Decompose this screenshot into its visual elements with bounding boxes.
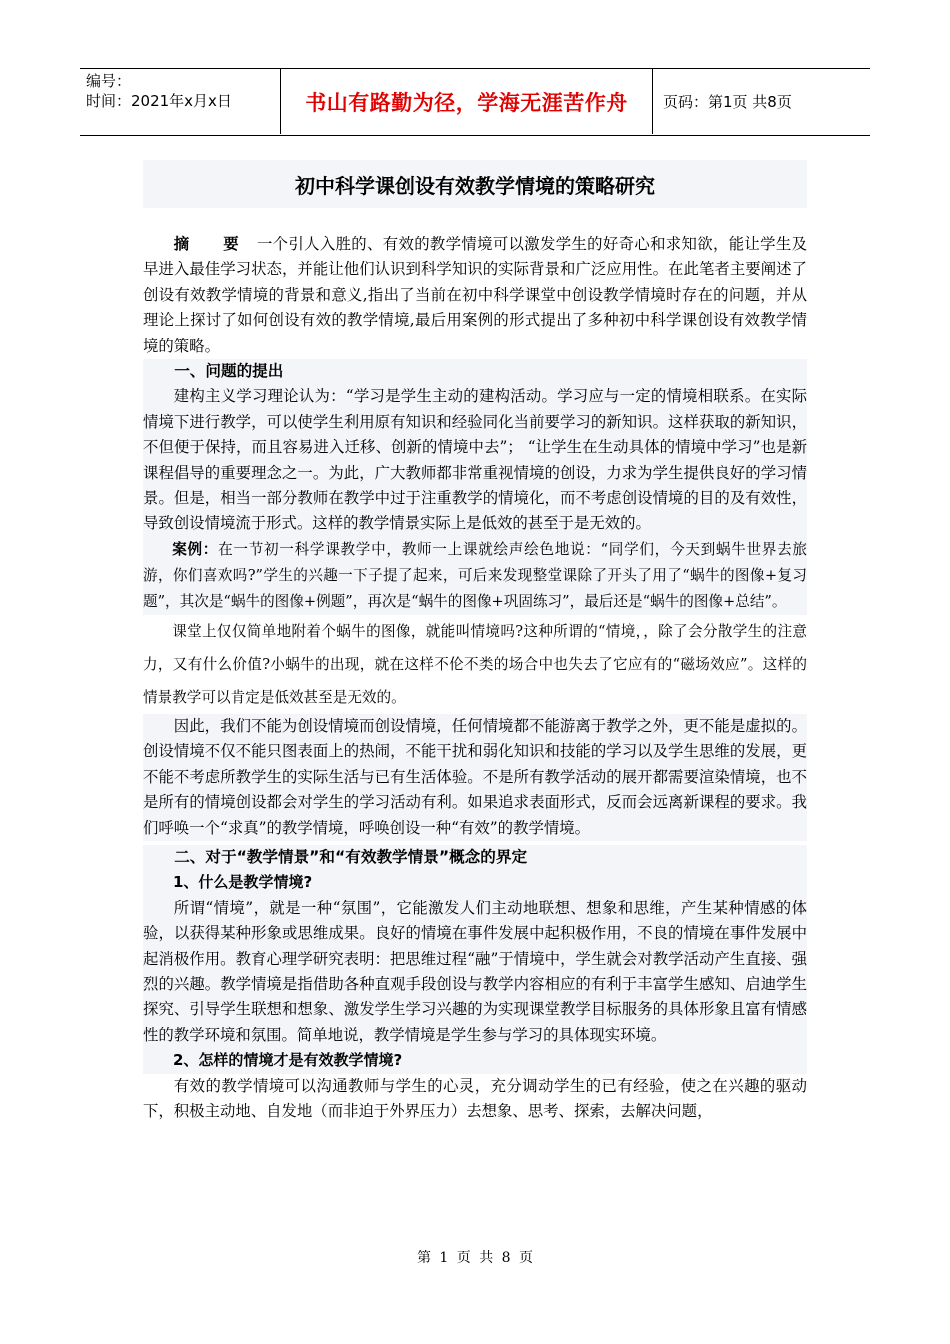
section2-paragraph-1: 所谓“情境”，就是一种“氛围”，它能激发人们主动地联想、想象和思维，产生某种情感的体验，以获得某种形象或思维成果。良好的情境在事件发展中起积极作用，不良的情境在事件发展中起消极作用。教育心理学研究表明：把思维过程“融”于情境中，学生就会对教学活动产生直接、强烈的兴趣。教学情境是指借助各种直观手段创设与教学内容相应的有利于丰富学生感知、启迪学生探究、引导学生联想和想象、激发学生学习兴趣的为实现课堂教学目标服务的具体形象且富有情感性的教学环境和氛围。简单地说，教学情境是学生参与学习的具体现实环境。 — [143, 896, 807, 1048]
header-meta — [86, 71, 281, 133]
case-label: 案例： — [172, 540, 219, 558]
section1-paragraph-1: 建构主义学习理论认为：“学习是学生主动的建构活动。学习应与一定的情境相联系。在实际情境下进行教学，可以使学生利用原有知识和经验同化当前要学习的新知识。这样获取的新知识，不但便于保持，而且容易进入迁移、创新的情境中去”； “让学生在生动具体的情境中学习”也是新课程倡导的重要理念之一。为此，广大教师都非常重视情境的创设，力求为学生提供良好的学习情景。但是，相当一部分教师在教学中过于注重教学的情境化，而不考虑创设情境的目的及有效性，导致创设情境流于形式。这样的教学情景实际上是低效的甚至于是无效的。 — [143, 384, 807, 536]
section-heading-2: 二、对于“教学情景”和“有效教学情景”概念的界定 — [143, 845, 807, 870]
case-study — [143, 537, 807, 615]
time-label: 时间：2021年x月x日 — [86, 92, 232, 110]
abstract-text: 一个引人入胜的、有效的教学情境可以激发学生的好奇心和求知欲，能让学生及早进入最佳学习状态，并能让他们认识到科学知识的实际背景和广泛应用性。在此笔者主要阐述了创设有效教学情境的背景和意义,指出了当前在初中科学课堂中创设教学情境时存在的问题，并从理论上探讨了如何创设有效的教学情境,最后用案例的形式提出了多种初中科学课创设有效教学情境的策略。 — [143, 235, 807, 355]
document-title: 初中科学课创设有效教学情境的策略研究 — [143, 160, 807, 208]
section1-paragraph-2: 因此，我们不能为创设情境而创设情境，任何情境都不能游离于教学之外，更不能是虚拟的。创设情境不仅不能只图表面上的热闹，不能干扰和弱化知识和技能的学习以及学生思维的发展，更不能不考虑所教学生的实际生活与已有生活体验。不是所有教学活动的展开都需要渲染情境，也不是所有的情境创设都会对学生的学习活动有利。如果追求表面形式，反而会远离新课程的要求。我们呼唤一个“求真”的教学情境，呼唤创设一种“有效”的教学情境。 — [143, 714, 807, 841]
header-page-info: 页码：第1页 共8页 — [663, 93, 792, 111]
subheading-1: 1、什么是教学情境? — [143, 870, 807, 895]
number-label: 编号： — [86, 72, 132, 90]
case-text: 在一节初一科学课教学中，教师一上课就绘声绘色地说：“同学们，今天到蜗牛世界去旅游，你们喜欢吗?”学生的兴趣一下子提了起来，可后来发现整堂课除了开头了用了“蜗牛的图像+复习题”，其次是“蜗牛的图像+例题”，再次是“蜗牛的图像+巩固练习”，最后还是“蜗牛的图像+总结”。 — [143, 540, 807, 610]
page-footer: 第 1 页 共 8 页 — [416, 1250, 534, 1266]
abstract — [143, 232, 807, 359]
section-heading-1: 一、问题的提出 — [143, 359, 807, 384]
document-body — [143, 232, 807, 1124]
abstract-label: 摘 要 — [173, 235, 253, 253]
case-commentary: 课堂上仅仅简单地附着个蜗牛的图像，就能叫情境吗?这种所谓的“情境，，除了会分散学生的注意力，又有什么价值?小蜗牛的出现，就在这样不伦不类的场合中也失去了它应有的“磁场效应”。这样的情景教学可以肯定是低效甚至是无效的。 — [143, 622, 807, 706]
header-motto: 书山有路勤为径，学海无涯苦作舟 — [280, 69, 653, 134]
subheading-2: 2、怎样的情境才是有效教学情境? — [143, 1048, 807, 1073]
section2-paragraph-2: 有效的教学情境可以沟通教师与学生的心灵，充分调动学生的已有经验，使之在兴趣的驱动下，积极主动地、自发地（而非迫于外界压力）去想象、思考、探索，去解决问题， — [143, 1076, 807, 1120]
document-header — [80, 68, 870, 136]
